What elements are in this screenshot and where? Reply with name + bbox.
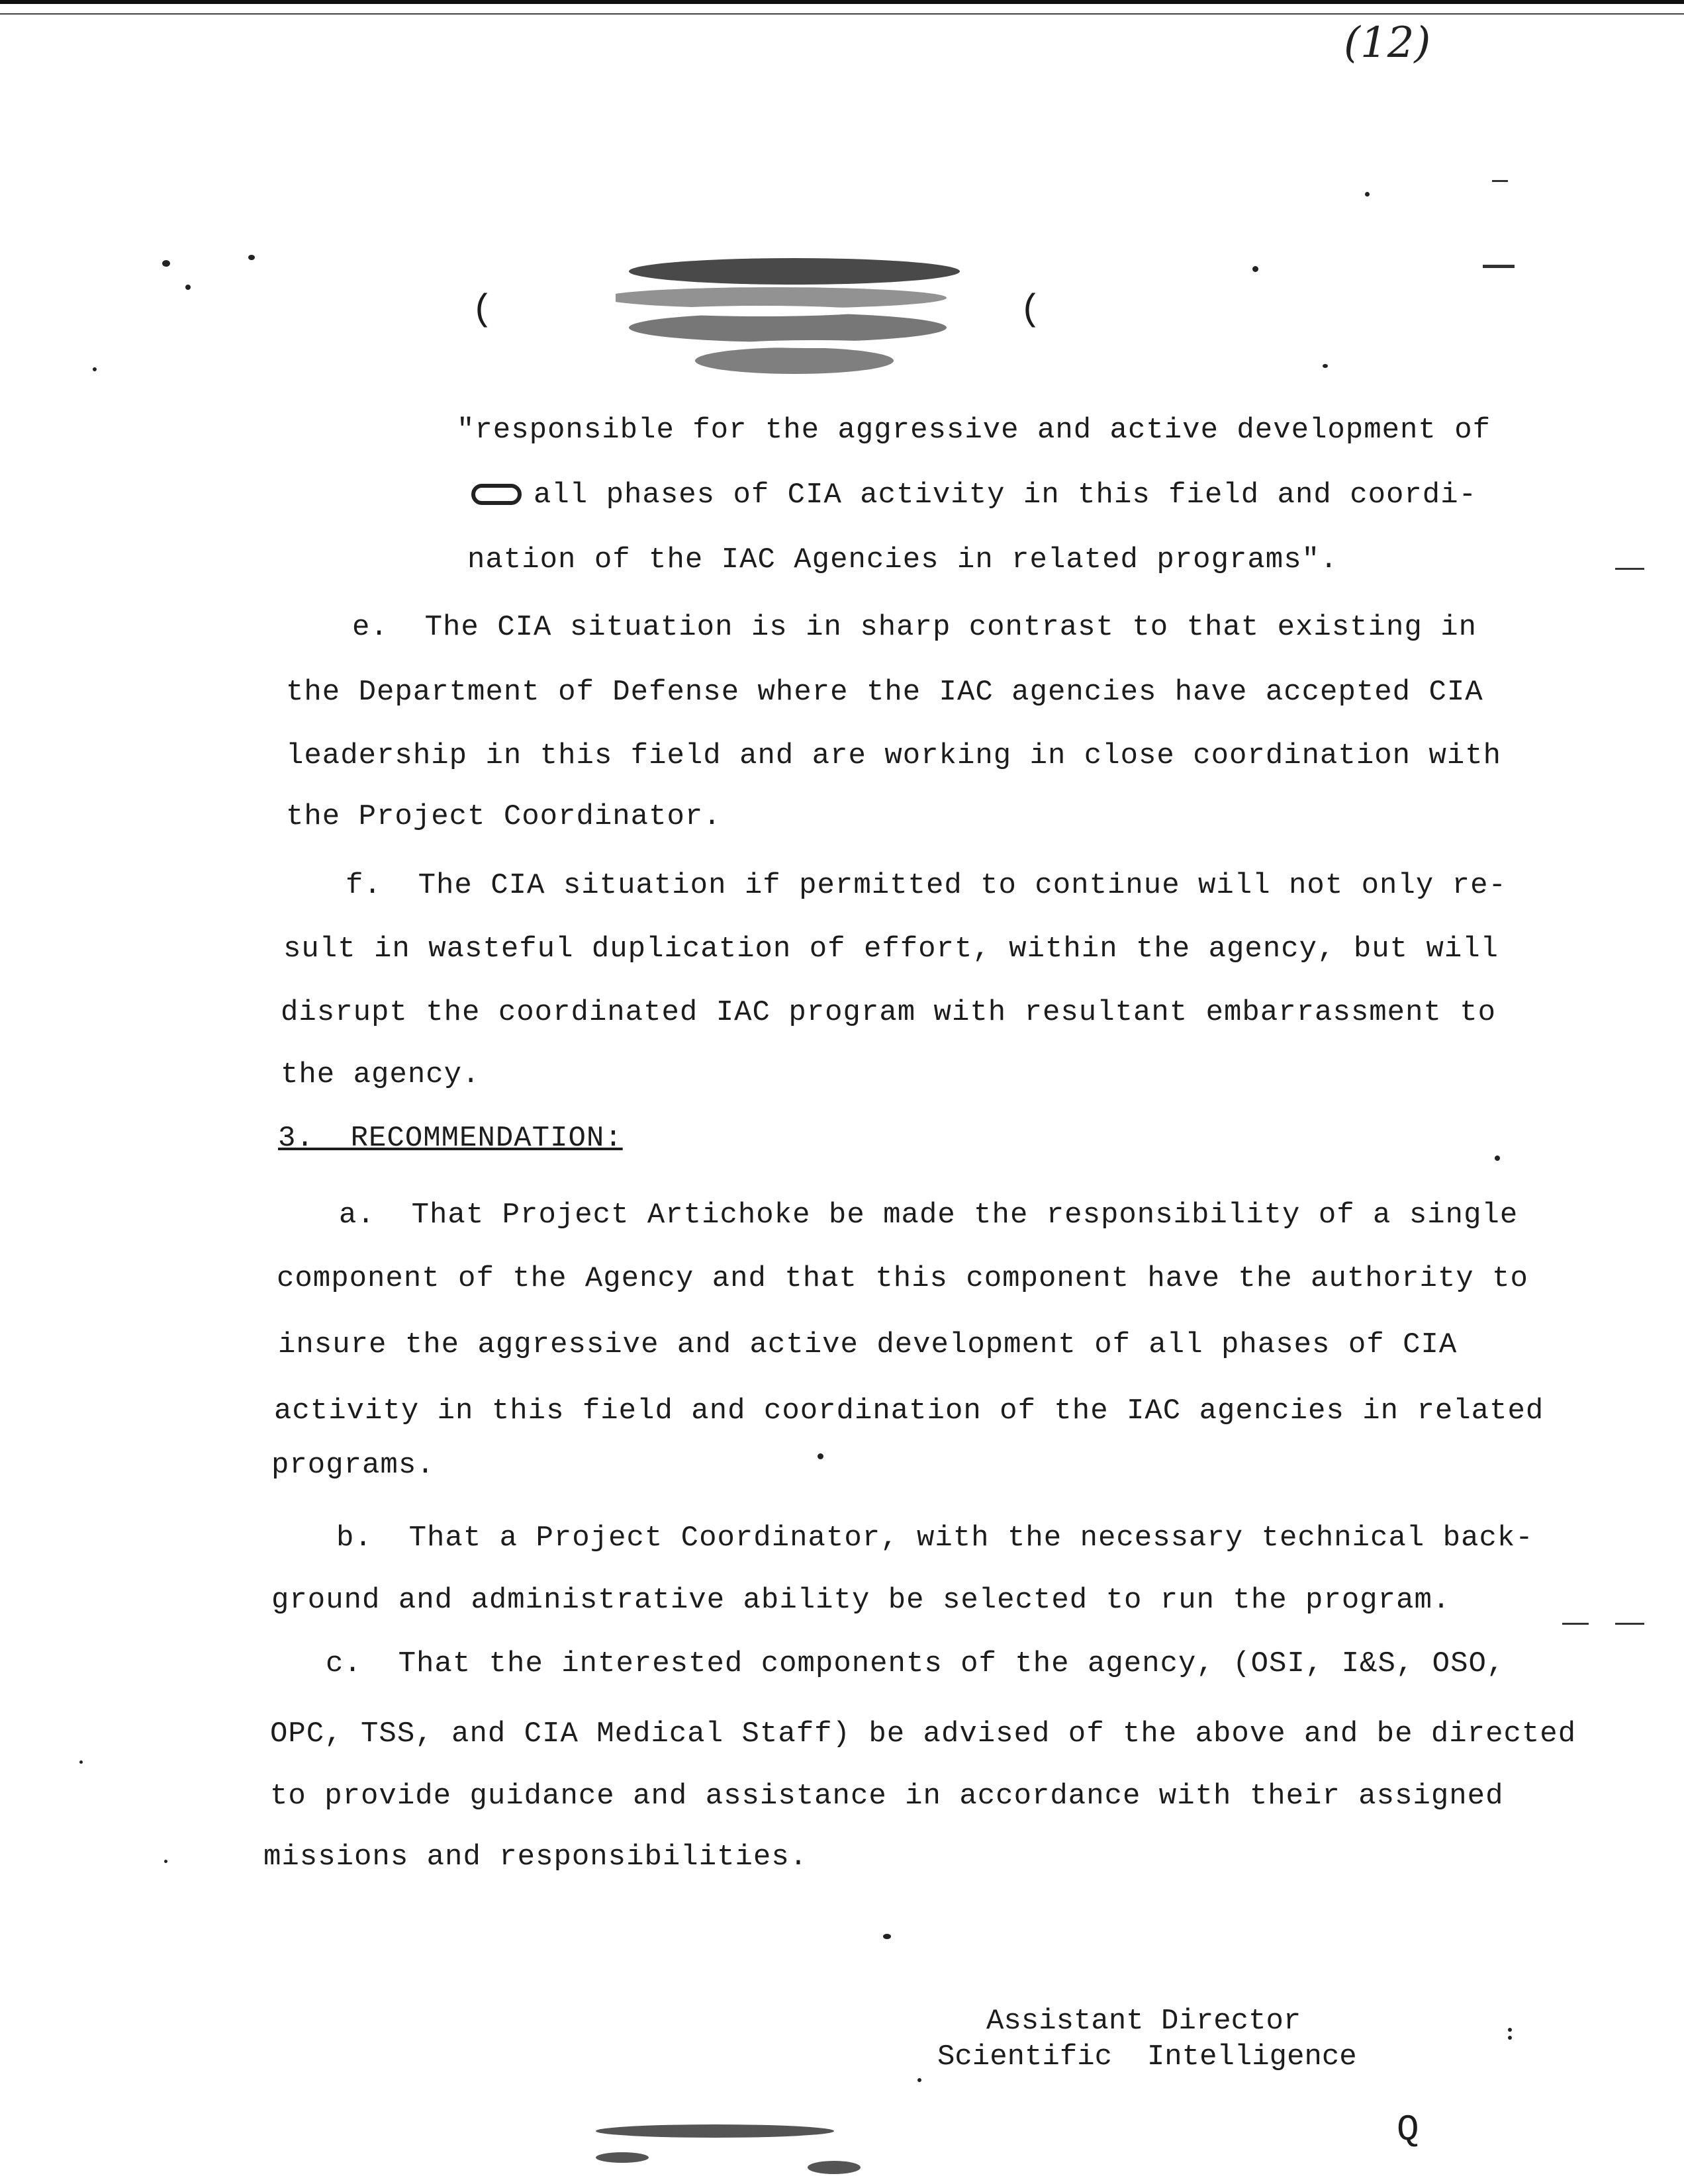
bracket-left: ( <box>471 289 494 331</box>
speck <box>162 260 170 267</box>
body-line: c. That the interested components of the agency, (OSI, I&S, OSO, <box>326 1647 1505 1680</box>
body-line: all phases of CIA activity in this field and coordi- <box>534 478 1477 512</box>
speck <box>818 1453 823 1459</box>
margin-dash <box>1615 1623 1644 1625</box>
body-line: sult in wasteful duplication of effort, within the agency, but will <box>283 933 1499 966</box>
body-line: insure the aggressive and active development of all phases of CIA <box>278 1328 1458 1361</box>
redaction-mark <box>616 245 986 397</box>
body-line: missions and responsibilities. <box>263 1841 808 1874</box>
body-line: leadership in this field and are working in close coordination with <box>286 739 1502 772</box>
speck <box>883 1934 891 1939</box>
corner-mark: Q <box>1397 2109 1420 2151</box>
body-line: ground and administrative ability be selected to run the program. <box>271 1584 1451 1617</box>
body-line: a. That Project Artichoke be made the responsibility of a single <box>339 1199 1519 1232</box>
bracket-right: ( <box>1019 289 1043 331</box>
speck <box>248 255 255 260</box>
page-number: (12) <box>1344 19 1431 68</box>
body-line: activity in this field and coordination of the IAC agencies in related <box>274 1394 1544 1428</box>
body-line: "responsible for the aggressive and active development of <box>457 414 1491 447</box>
speck <box>93 367 97 371</box>
section-heading: 3. RECOMMENDATION: <box>278 1122 623 1155</box>
margin-dash <box>1492 180 1508 182</box>
speck <box>1495 1156 1500 1161</box>
speck <box>917 2078 921 2082</box>
speck <box>1508 2036 1512 2040</box>
margin-dash <box>1483 265 1515 268</box>
margin-dash <box>1562 1623 1589 1625</box>
speck <box>1508 2028 1512 2032</box>
small-redaction-mark <box>471 484 522 505</box>
body-line: the agency. <box>281 1058 481 1091</box>
speck <box>1365 192 1370 197</box>
speck <box>1323 364 1328 368</box>
body-line: e. The CIA situation is in sharp contrast to that existing in <box>352 611 1477 644</box>
body-line: nation of the IAC Agencies in related programs". <box>467 543 1338 576</box>
speck <box>79 1760 83 1764</box>
body-line: f. The CIA situation if permitted to continue will not only re- <box>346 869 1507 902</box>
signature-office: Scientific Intelligence <box>937 2040 1357 2073</box>
body-line: disrupt the coordinated IAC program with resultant embarrassment to <box>281 996 1497 1029</box>
margin-dash <box>1615 568 1644 570</box>
page-top-border-thin <box>0 13 1684 15</box>
body-line: to provide guidance and assistance in accordance with their assigned <box>270 1780 1504 1813</box>
body-line: component of the Agency and that this component have the authority to <box>277 1262 1528 1295</box>
signature-title: Assistant Director <box>986 2005 1301 2038</box>
body-line: b. That a Project Coordinator, with the necessary technical back- <box>336 1522 1534 1555</box>
body-line: OPC, TSS, and CIA Medical Staff) be advised of the above and be directed <box>270 1717 1577 1751</box>
page-top-border <box>0 0 1684 4</box>
speck <box>1252 266 1258 272</box>
speck <box>185 285 191 290</box>
body-line: the Project Coordinator. <box>286 800 722 833</box>
bottom-smudge <box>583 2118 874 2184</box>
body-line: the Department of Defense where the IAC agencies have accepted CIA <box>286 676 1483 709</box>
body-line: programs. <box>271 1449 435 1482</box>
speck <box>164 1860 167 1863</box>
